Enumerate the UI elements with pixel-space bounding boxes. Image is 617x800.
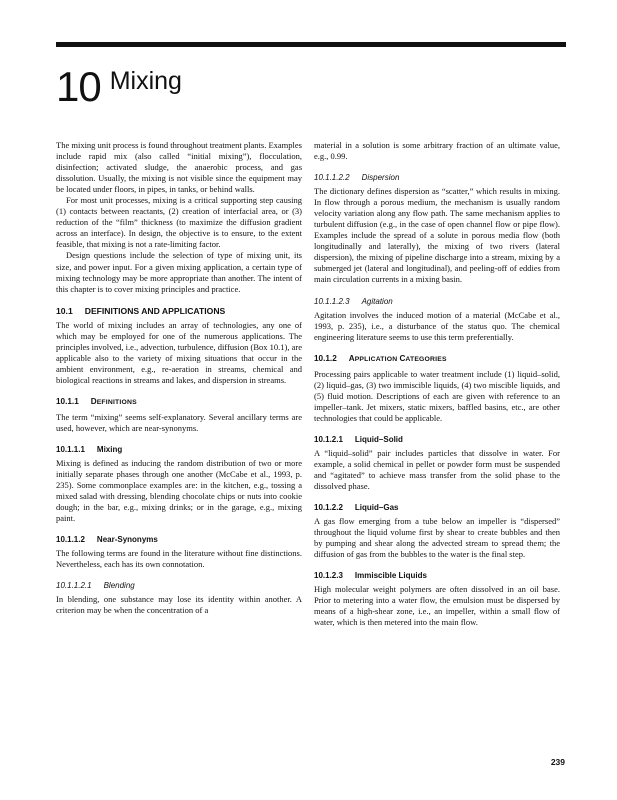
section-number: 10.1 — [56, 305, 73, 316]
section-title: Dispersion — [361, 173, 400, 183]
section-number: 10.1.2.1 — [314, 434, 343, 444]
section-title: Liquid–Gas — [354, 503, 399, 513]
section-title: Agitation — [361, 296, 393, 306]
intro-paragraph-1: The mixing unit process is found throughout treatment plants. Examples include rapid mix (also called “initial mixing”), flocculation, disinfection; activated sludge, the anaerobic process, and gas dissolution. Usually, the mixing is not visible since the equipment may be located under floors, in pipes, in tanks, or behind walls. — [56, 140, 302, 195]
chapter-title: Mixing — [109, 67, 182, 95]
section-title-initial: A — [348, 353, 355, 363]
section-number: 10.1.1 — [56, 396, 79, 406]
intro-paragraph-3: Design questions include the selection of type of mixing unit, its size, and power input. For a given mixing application, a certain type of mixing technology may be more appropriate than another. The intent of this chapter is to cover mixing principles and practice. — [56, 250, 302, 294]
section-number: 10.1.1.2.2 — [314, 173, 350, 183]
section-10-1-2-1-heading — [314, 434, 560, 446]
section-10-1-2-3-text: High molecular weight polymers are often dissolved in an oil base. Prior to metering into a water flow, the emulsion must be dispersed by means of a high-shear zone, i.e., an impeller, within a small flow of water, which is then metered into the main flow. — [314, 584, 560, 628]
section-number: 10.1.1.2 — [56, 535, 85, 545]
section-number: 10.1.2.3 — [314, 571, 343, 581]
section-number: 10.1.2 — [314, 353, 337, 363]
section-number: 10.1.1.1 — [56, 445, 85, 455]
section-title-rest-2: ATEGORIES — [405, 355, 447, 363]
continued-text: material in a solution is some arbitrary fraction of an ultimate value, e.g., 0.99. — [314, 140, 560, 162]
section-title-initial: D — [90, 396, 97, 406]
chapter-number: 10 — [56, 63, 101, 110]
section-title-rest: PPLICATION — [354, 355, 400, 363]
section-title: Mixing — [96, 445, 123, 455]
intro-paragraph-2: For most unit processes, mixing is a critical supporting step causing (1) contacts between reactants, (2) creation of interfacial area, or (3) reduction of the “film” thickness (to maximize the diffusion gradient across an interface). In design, the objective is to ensure, to the extent feasible, that mixing is not a rate-limiting factor. — [56, 195, 302, 250]
section-10-1-1-heading — [56, 396, 302, 409]
section-10-1-1-1-text: Mixing is defined as inducing the random distribution of two or more initially separate phases through one another (McCabe et al., 1993, p. 235). Some commonplace examples are: in the kitchen, e.g., tossing a mixed salad with dressing, blending chocolate chips or nuts into cookie dough; in the bar, e.g., mixing drinks; or in the garage, e.g., mixing paint. — [56, 458, 302, 524]
section-number: 10.1.1.2.1 — [56, 581, 92, 591]
section-10-1-heading — [56, 305, 302, 317]
section-10-1-1-1-heading — [56, 444, 302, 456]
section-10-1-2-text: Processing pairs applicable to water treatment include (1) liquid–solid, (2) liquid–gas, (3) two immiscible liquids, (4) two miscible liquids, and (5) fluid motion. Descriptions of each are given with reference to an impeller–tank. Jet mixers, static mixers, baffled basins, etc., are other technologies that could be applicable. — [314, 368, 560, 423]
right-column — [314, 140, 560, 628]
left-column — [56, 140, 302, 617]
chapter-top-rule — [56, 42, 566, 47]
chapter-heading — [56, 62, 182, 112]
section-10-1-2-3-heading — [314, 570, 560, 582]
section-10-1-1-2-2-heading — [314, 172, 560, 184]
section-title-initial-2: C — [399, 353, 406, 363]
section-title: Liquid–Solid — [354, 434, 403, 444]
page-number: 239 — [550, 757, 565, 767]
section-title: DEFINITIONS AND APPLICATIONS — [84, 305, 226, 316]
section-10-1-1-2-3-text: Agitation involves the induced motion of a material (McCabe et al., 1993, p. 235), i.e., a disturbance of the status quo. The chemical engineering literature seems to use this term preferentially. — [314, 309, 560, 342]
section-10-1-1-text: The term “mixing” seems self-explanatory. Several ancillary terms are used, however, which are near-synonyms. — [56, 411, 302, 433]
section-title: Immiscible Liquids — [354, 571, 427, 581]
section-title-rest: EFINITIONS — [96, 398, 137, 406]
section-10-1-1-2-3-heading — [314, 296, 560, 308]
section-10-1-2-heading — [314, 353, 560, 366]
section-10-1-1-2-text: The following terms are found in the literature without fine distinctions. Nevertheless, each has its own connotation. — [56, 548, 302, 570]
section-number: 10.1.1.2.3 — [314, 296, 350, 306]
section-title: Blending — [103, 581, 135, 591]
section-10-1-1-2-heading — [56, 534, 302, 546]
section-10-1-text: The world of mixing includes an array of technologies, any one of which may be employed for one of the numerous applications. The principles involved, i.e., advection, turbulence, diffusion (Box 10.1), are applicable also to the variety of mixing situations that occur in the ambient environment, e.g., re-aeration in streams, chemical and biological reactions in streams and lakes, and dispersion in streams. — [56, 319, 302, 385]
section-10-1-1-2-2-text: The dictionary defines dispersion as “scatter,” which results in mixing. In flow through a porous medium, the mechanism is usually random velocity variation along any flow path. The same mechanism applies to turbulent diffusion (e.g., in the case of open channel flow or pipe flow). Examples include the spread of a solute in porous media flow (both longitudinally and laterally), the mixing of two rivers (lateral dispersion), the mixing of pipeline discharge into a stream, mixing by a submerged jet (lateral and longitudinal), and peeling-off of eddies from main circulation currents in a mixing basin. — [314, 186, 560, 285]
section-10-1-1-2-1-heading — [56, 580, 302, 592]
section-number: 10.1.2.2 — [314, 503, 343, 513]
section-10-1-2-2-text: A gas flow emerging from a tube below an impeller is “dispersed” throughout the liquid volume first by shear to create bubbles and then by pumping and shear along the advected stream to spread them; the diffusion of gas from the bubbles to the water is the final step. — [314, 516, 560, 560]
section-10-1-2-2-heading — [314, 502, 560, 514]
section-title: Near-Synonyms — [96, 535, 158, 545]
section-10-1-2-1-text: A “liquid–solid” pair includes particles that dissolve in water. For example, a solid chemical in pellet or powder form must be suspended and “agitated” to achieve mass transfer from the solid phase to the dissolved phase. — [314, 447, 560, 492]
section-10-1-1-2-1-text: In blending, one substance may lose its identity within another. A criterion may be when the concentration of a — [56, 594, 302, 616]
